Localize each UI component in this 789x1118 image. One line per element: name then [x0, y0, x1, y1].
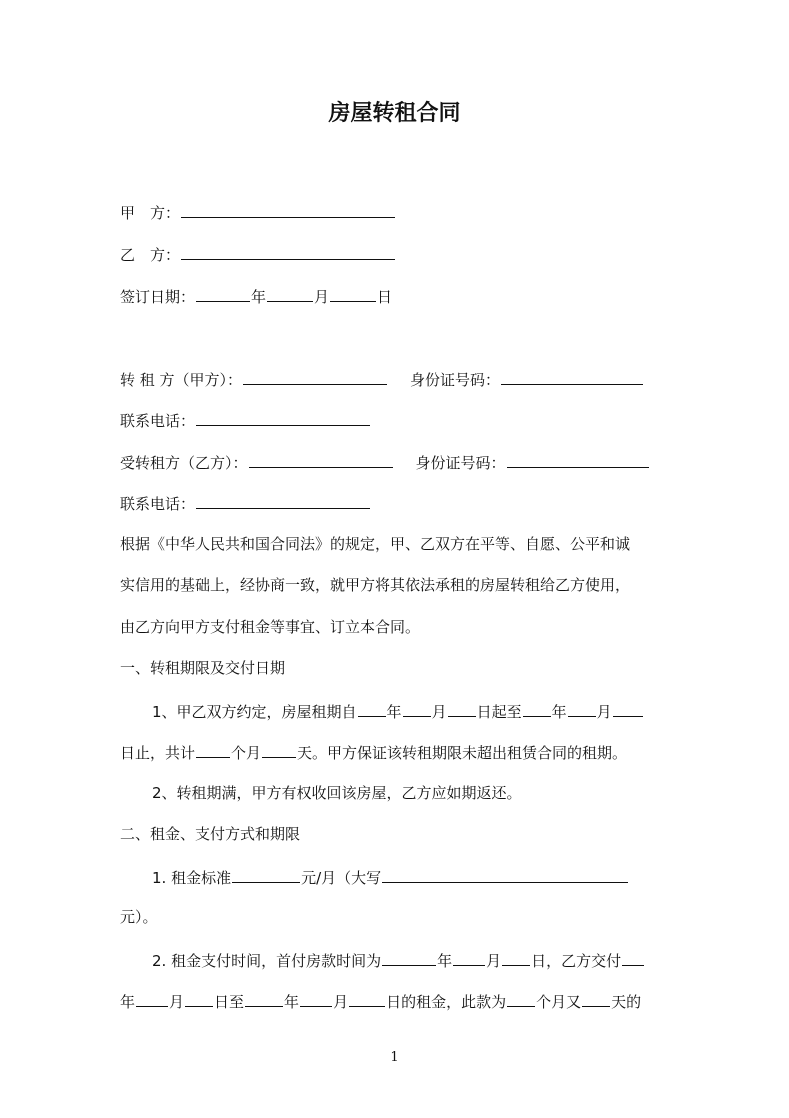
section-2-heading: 二、租金、支付方式和期限	[120, 825, 301, 843]
section-2-item-1-line-1	[152, 866, 629, 888]
section-2-item-2-line-2	[120, 990, 641, 1012]
section-1-item-1-line-1	[152, 700, 644, 722]
to-year-blank[interactable]	[523, 700, 551, 717]
rent-amount-blank[interactable]	[232, 866, 300, 883]
days-text: 天。甲方保证该转租期限未超出租赁合同的租期。	[297, 744, 628, 762]
section-2-item-1-line-2: 元）。	[120, 908, 158, 926]
item-text: 2. 租金支付时间，首付房款时间为	[152, 952, 382, 970]
phone-blank-2[interactable]	[196, 492, 370, 509]
term-months-blank[interactable]	[196, 741, 230, 758]
month-text: 月	[596, 703, 612, 721]
party-b-blank[interactable]	[181, 243, 395, 260]
rent-amount-capital-blank[interactable]	[382, 866, 628, 883]
pay-month-blank[interactable]	[136, 990, 168, 1007]
year-text: 年	[437, 952, 453, 970]
party-b-label: 乙 方：	[120, 246, 181, 264]
first-pay-month-blank[interactable]	[453, 949, 485, 966]
month-text: 月	[333, 993, 349, 1011]
sublessor-id-blank[interactable]	[501, 368, 643, 385]
phone-label-2: 联系电话：	[120, 495, 196, 513]
item-text: 日止，共计	[120, 744, 196, 762]
year-text: 年	[284, 993, 300, 1011]
sublessor-label: 转 租 方（甲方）：	[120, 371, 243, 389]
month-text: 月	[486, 952, 502, 970]
pay-year-blank[interactable]	[622, 949, 644, 966]
phone-blank-1[interactable]	[196, 409, 370, 426]
day-to-text: 日至	[214, 993, 245, 1011]
preamble-line-1: 根据《中华人民共和国合同法》的规定，甲、乙双方在平等、自愿、公平和诚	[120, 535, 631, 553]
to-day-blank[interactable]	[613, 700, 643, 717]
period-days-blank[interactable]	[582, 990, 610, 1007]
month-text: 月	[169, 993, 185, 1011]
party-a-label: 甲 方：	[120, 204, 181, 222]
term-days-blank[interactable]	[262, 741, 296, 758]
pay-to-year-blank[interactable]	[245, 990, 283, 1007]
sublessee-label: 受转租方（乙方）：	[120, 454, 248, 472]
sublessor-line	[120, 368, 644, 390]
year-text: 年	[386, 703, 402, 721]
year-text: 年	[251, 288, 267, 306]
preamble-line-3: 由乙方向甲方支付租金等事宜、订立本合同。	[120, 618, 421, 636]
day-from-text: 日起至	[476, 703, 522, 721]
preamble-line-2: 实信用的基础上，经协商一致，就甲方将其依法承租的房屋转租给乙方使用，	[120, 576, 631, 594]
pay-from-day-blank[interactable]	[185, 990, 213, 1007]
pay-to-day-blank[interactable]	[349, 990, 385, 1007]
sign-date-label: 签订日期：	[120, 288, 196, 306]
sign-year-blank[interactable]	[196, 285, 250, 302]
phone-line-1	[120, 409, 371, 431]
sign-month-blank[interactable]	[267, 285, 313, 302]
section-1-item-2: 2、转租期满，甲方有权收回该房屋，乙方应如期返还。	[152, 784, 522, 802]
first-pay-day-blank[interactable]	[502, 949, 530, 966]
document-title: 房屋转租合同	[328, 100, 461, 126]
from-month-blank[interactable]	[403, 700, 431, 717]
section-1-item-1-line-2	[120, 741, 627, 763]
sign-date-line	[120, 285, 392, 307]
months-text: 个月又	[536, 993, 582, 1011]
party-a-blank[interactable]	[181, 201, 395, 218]
year-text: 年	[120, 993, 136, 1011]
sublessee-line	[120, 451, 650, 473]
days-text: 天的	[611, 993, 642, 1011]
sublessor-id-label: 身份证号码：	[410, 371, 501, 389]
to-month-blank[interactable]	[568, 700, 596, 717]
page-number: 1	[390, 1050, 399, 1065]
sublessor-name-blank[interactable]	[243, 368, 387, 385]
from-year-blank[interactable]	[358, 700, 386, 717]
pay-to-month-blank[interactable]	[300, 990, 332, 1007]
sublessee-id-label: 身份证号码：	[415, 454, 506, 472]
sublessee-id-blank[interactable]	[507, 451, 649, 468]
sign-day-blank[interactable]	[330, 285, 376, 302]
month-text: 月	[431, 703, 447, 721]
day-text: 日，乙方交付	[531, 952, 622, 970]
sublessee-name-blank[interactable]	[249, 451, 393, 468]
rent-text: 日的租金，此款为	[386, 993, 507, 1011]
day-text: 日	[377, 288, 393, 306]
party-a-line	[120, 201, 396, 223]
section-2-item-2-line-1	[152, 949, 645, 971]
first-pay-year-blank[interactable]	[382, 949, 436, 966]
section-1-heading: 一、转租期限及交付日期	[120, 659, 286, 677]
period-months-blank[interactable]	[507, 990, 535, 1007]
month-text: 月	[314, 288, 330, 306]
item-text: 1、甲乙双方约定，房屋租期自	[152, 703, 357, 721]
party-b-line	[120, 243, 396, 265]
phone-line-2	[120, 492, 371, 514]
phone-label-1: 联系电话：	[120, 412, 196, 430]
months-text: 个月	[231, 744, 262, 762]
year-text: 年	[551, 703, 567, 721]
from-day-blank[interactable]	[448, 700, 476, 717]
item-text: 1. 租金标准	[152, 869, 232, 887]
unit-text: 元/月（大写	[301, 869, 382, 887]
